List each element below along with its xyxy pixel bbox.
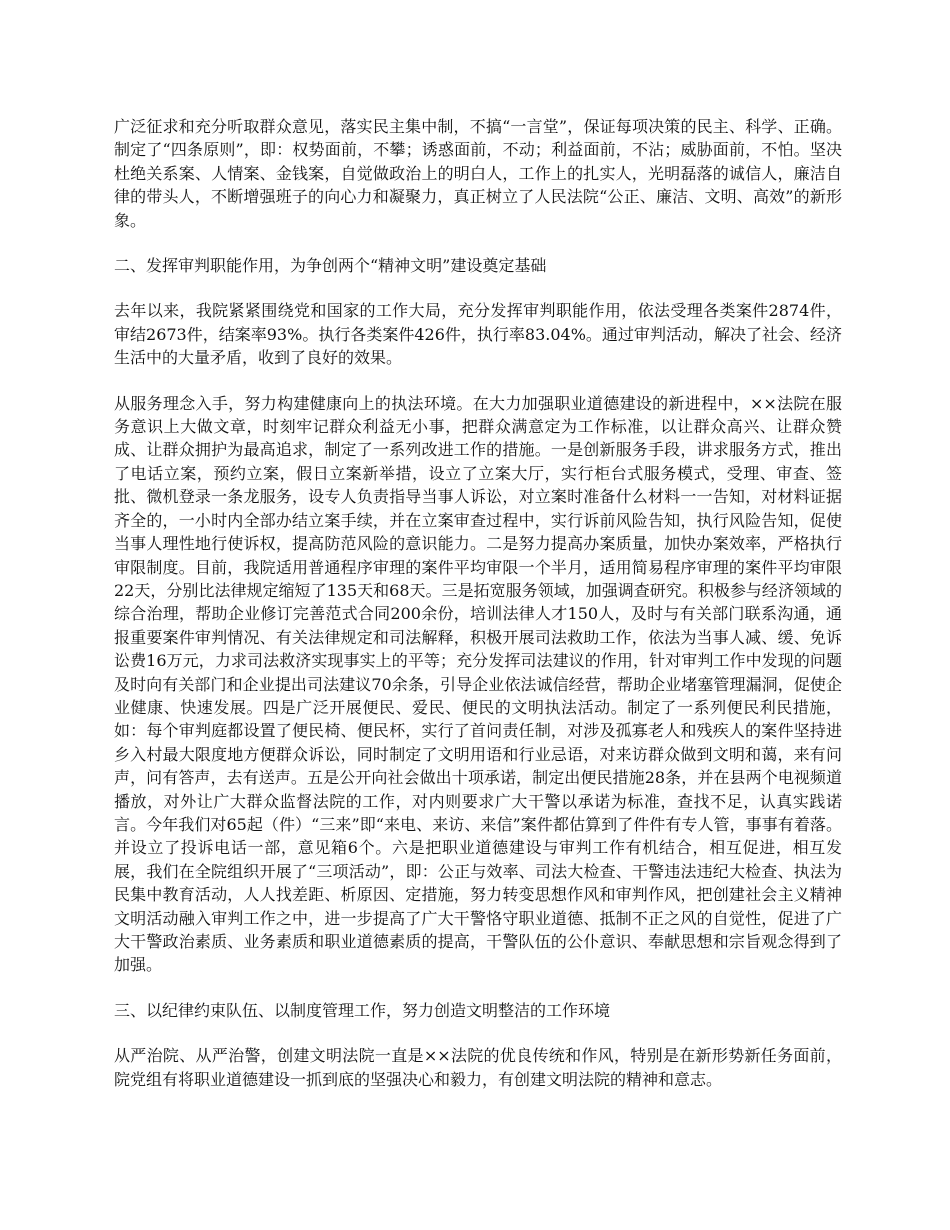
paragraph-case-statistics: 去年以来，我院紧紧围绕党和国家的工作大局，充分发挥审判职能作用，依法受理各类案件2874件，审结2673件，结案率93%。执行各类案件426件，执行率83.04%。通过审判活动，解决了社会、经济生活中的大量矛盾，收到了良好的效果。: [114, 301, 842, 368]
section-heading-2: 二、发挥审判职能作用，为争创两个“精神文明”建设奠定基础: [114, 256, 547, 276]
paragraph-service-measures: 从服务理念入手，努力构建健康向上的执法环境。在大力加强职业道德建设的新进程中，××法院在服务意识上大做文章，时刻牢记群众利益无小事，把群众满意定为工作标准，以让群众高兴、让群众赞成、让群众拥护为最高追求，制定了一系列改进工作的措施。一是创新服务手段，讲求服务方式，推出了电话立案，预约立案，假日立案新举措，设立了立案大厅，实行柜台式服务模式，受理、审查、签批、微机登录一条龙服务，设专人负责指导当事人诉讼，对立案时准备什么材料一一告知，对材料证据齐全的，一小时内全部办结立案手续，并在立案审查过程中，实行诉前风险告知，执行风险告知，促使当事人理性地行使诉权，提高防范风险的意识能力。二是努力提高办案质量，加快办案效率，严格执行审限制度。目前，我院适用普通程序审理的案件平均审限一个半月，适用简易程序审理的案件平均审限22天，分别比法律规定缩短了135天和68天。三是拓宽服务领域，加强调查研究。积极参与经济领域的综合治理，帮助企业修订完善范式合同200余份，培训法律人才150人，及时与有关部门联系沟通，通报重要案件审判情况、有关法律规定和司法解释，积极开展司法救助工作，依法为当事人减、缓、免诉讼费16万元，力求司法救济实现事实上的平等；充分发挥司法建议的作用，针对审判工作中发现的问题及时向有关部门和企业提出司法建议70余条，引导企业依法诚信经营，帮助企业堵塞管理漏洞，促使企业健康、快速发展。四是广泛开展便民、爱民、便民的文明执法活动。制定了一系列便民利民措施，如：每个审判庭都设置了便民椅、便民杯，实行了首问责任制，对涉及孤寡老人和残疾人的案件坚持进乡入村最大限度地方便群众诉讼，同时制定了文明用语和行业忌语，对来访群众做到文明和蔼，来有问声，问有答声，去有送声。五是公开向社会做出十项承诺，制定出便民措施28条，并在县两个电视频道播放，对外让广大群众监督法院的工作，对内则要求广大干警以承诺为标准，查找不足，认真实践诺言。今年我们对65起（件）“三来”即“来电、来访、来信”案件都估算到了件件有专人管，事事有着落。并设立了投诉电话一部，意见箱6个。六是把职业道德建设与审判工作有机结合，相互促进，相互发展，我们在全院组织开展了“三项活动”，即：公正与效率、司法大检查、干警违法违纪大检查、执法为民集中教育活动，人人找差距、析原因、定措施，努力转变思想作风和审判作风，把创建社会主义精神文明活动融入审判工作之中，进一步提高了广大干警恪守职业道德、抵制不正之风的自觉性，促进了广大干警政治素质、业务素质和职业道德素质的提高，干警队伍的公仆意识、奉献思想和宗旨观念得到了加强。: [114, 393, 842, 975]
document-page: [114, 115, 842, 1113]
section-heading-3: 三、以纪律约束队伍、以制度管理工作，努力创造文明整洁的工作环境: [114, 1000, 611, 1020]
paragraph-leadership: 广泛征求和充分听取群众意见，落实民主集中制，不搞“一言堂”，保证每项决策的民主、科学、正确。制定了“四条原则”，即：权势面前，不攀；诱惑面前，不动；利益面前，不沾；威胁面前，不怕。坚决杜绝关系案、人情案、金钱案，自觉做政治上的明白人，工作上的扎实人，光明磊落的诚信人，廉洁自律的带头人，不断增强班子的向心力和凝聚力，真正树立了人民法院“公正、廉洁、文明、高效”的新形象。: [114, 117, 842, 230]
paragraph-strict-governance: 从严治院、从严治警，创建文明法院一直是××法院的优良传统和作风，特别是在新形势新任务面前，院党组有将职业道德建设一抓到底的坚强决心和毅力，有创建文明法院的精神和意志。: [114, 1046, 842, 1089]
